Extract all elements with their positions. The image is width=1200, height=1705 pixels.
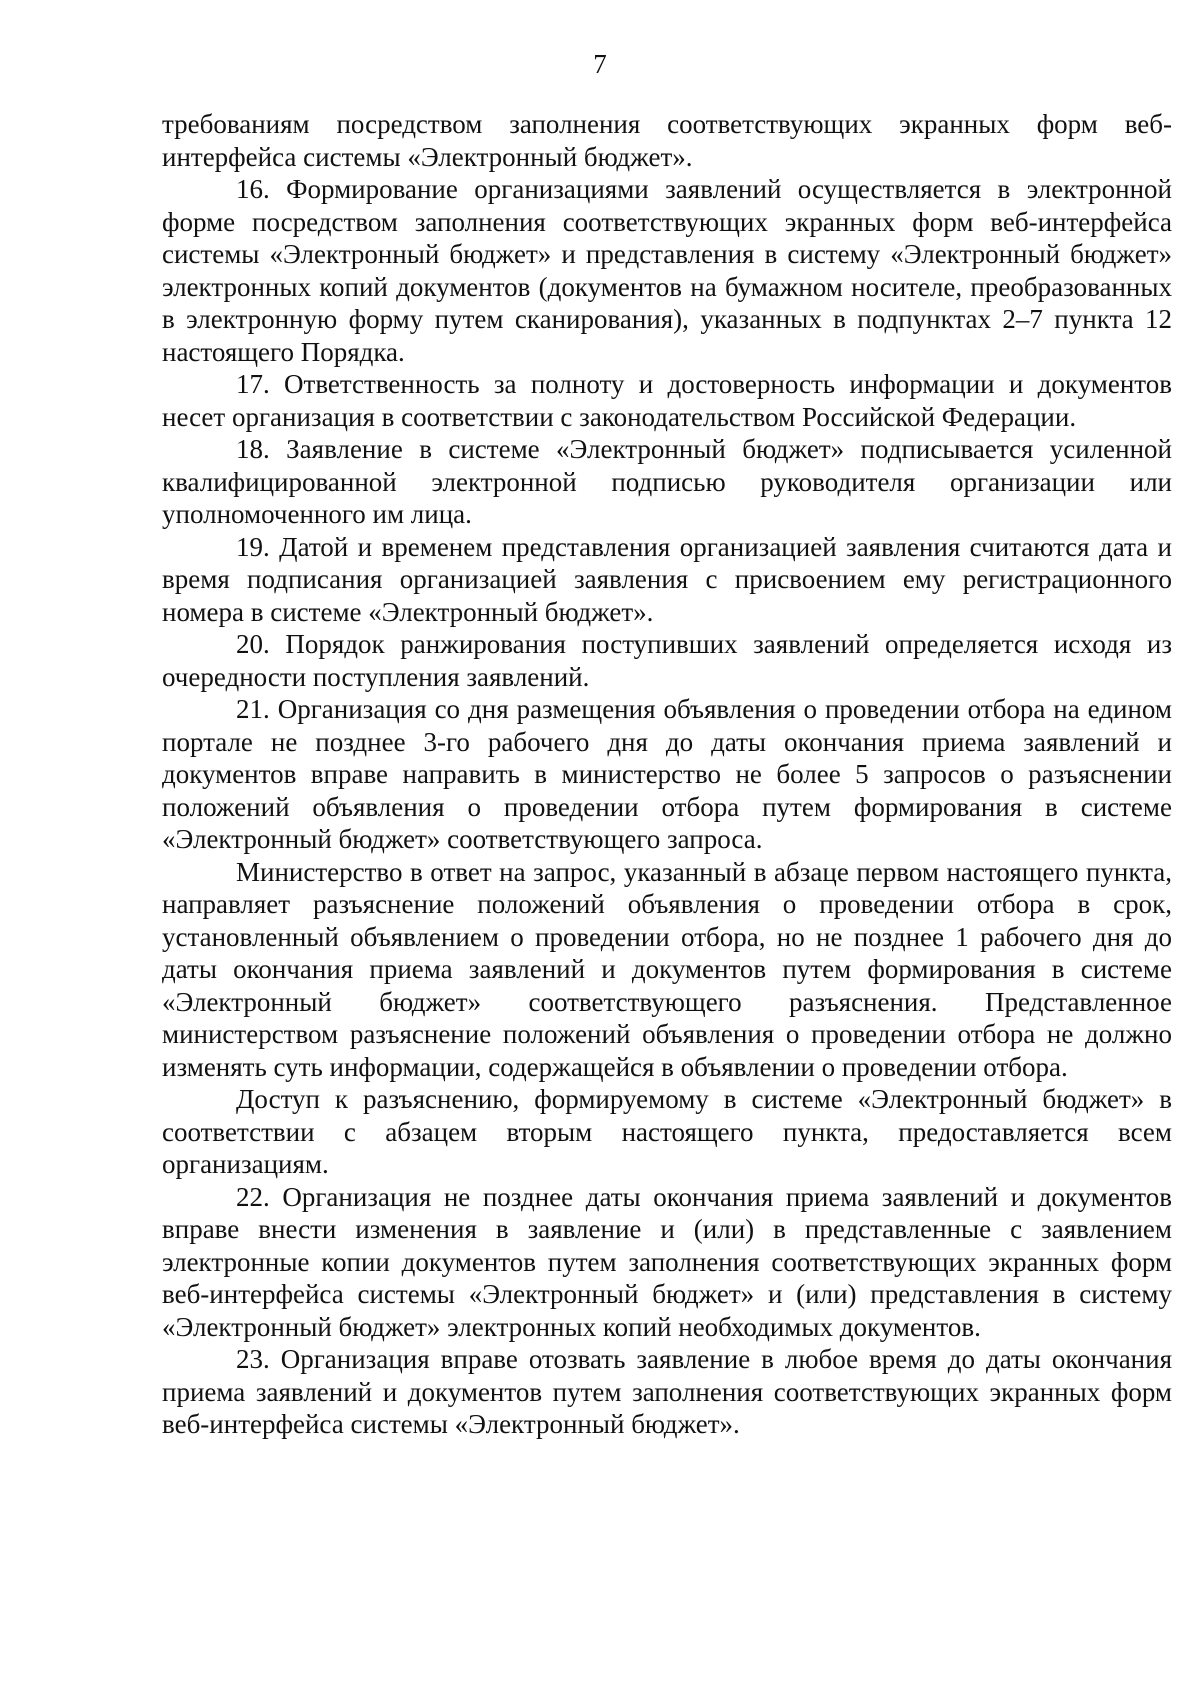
paragraph-item-18: 18. Заявление в системе «Электронный бюджет» подписывается усиленной квалифицированной электронной подписью руководителя организации или уполномоченного им лица. [162,434,1172,529]
paragraph-item-23: 23. Организация вправе отозвать заявление в любое время до даты окончания приема заявлений и документов путем заполнения соответствующих экранных форм веб-интерфейса системы «Электронный бюджет». [162,1344,1172,1439]
paragraph-item-19: 19. Датой и временем представления организацией заявления считаются дата и время подписания организацией заявления с присвоением ему регистрационного номера в системе «Электронный бюджет». [162,531,1172,627]
paragraph-item-21-part-3: Доступ к разъяснению, формируемому в системе «Электронный бюджет» в соответствии с абзацем вторым настоящего пункта, предоставляется всем организациям. [162,1084,1172,1179]
paragraph-item-21: 21. Организация со дня размещения объявления о проведении отбора на едином портале не позднее 3-го рабочего дня до даты окончания приема заявлений и документов вправе направить в министерство не более 5 запросов о разъяснении положений объявления о проведении отбора путем формирования в системе «Электронный бюджет» соответствующего запроса. [162,694,1172,854]
page-number: 7 [593,49,607,79]
paragraph-item-16: 16. Формирование организациями заявлений осуществляется в электронной форме посредством заполнения соответствующих экранных форм веб-интерфейса системы «Электронный бюджет» и представления в систему «Электронный бюджет» электронных копий документов (документов на бумажном носителе, преобразованных в электронную форму путем сканирования), указанных в подпунктах 2–7 пункта 12 настоящего Порядка. [162,174,1172,367]
paragraph-item-22: 22. Организация не позднее даты окончания приема заявлений и документов вправе внести изменения в заявление и (или) в представленные с заявлением электронные копии документов путем заполнения соответствующих экранных форм веб-интерфейса системы «Электронный бюджет» и (или) представления в систему «Электронный бюджет» электронных копий необходимых документов. [162,1181,1172,1342]
paragraph-continuation: требованиям посредством заполнения соответствующих экранных форм веб-интерфейса системы «Электронный бюджет». [162,109,1172,172]
paragraph-item-21-part-2: Министерство в ответ на запрос, указанный в абзаце первом настоящего пункта, направляет разъяснение положений объявления о проведении отбора в срок, установленный объявлением о проведении отбора, но не позднее 1 рабочего дня до даты окончания приема заявлений и документов путем формирования в системе «Электронный бюджет» соответствующего разъяснения. Представленное министерством разъяснение положений объявления о проведении отбора не должно изменять суть информации, содержащейся в объявлении о проведении отбора. [162,856,1172,1082]
paragraph-item-20: 20. Порядок ранжирования поступивших заявлений определяется исходя из очередности поступления заявлений. [162,629,1172,692]
paragraph-item-17: 17. Ответственность за полноту и достоверность информации и документов несет организация в соответствии с законодательством Российской Федерации. [162,369,1172,432]
document-body [162,108,1172,1441]
